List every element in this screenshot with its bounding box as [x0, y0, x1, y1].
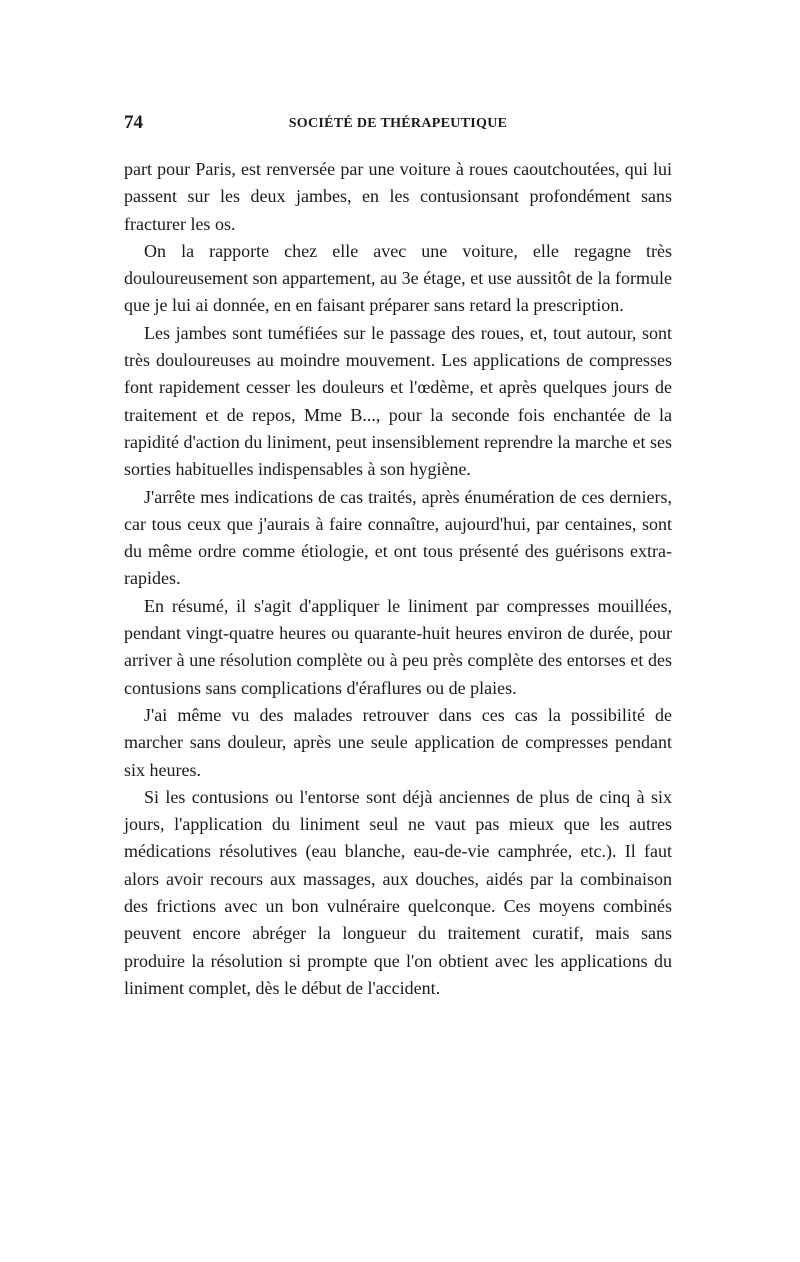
body-text	[124, 156, 672, 1002]
paragraph-1: part pour Paris, est renversée par une voiture à roues caoutchoutées, qui lui passent sur les deux jambes, en les contusionsant profondément sans fracturer les os.	[124, 159, 672, 234]
paragraph-4: J'arrête mes indications de cas traités, après énumération de ces derniers, car tous ceux que j'aurais à faire connaître, aujourd'hui, par centaines, sont du même ordre comme étiologie, et ont tous présenté des guérisons extra-rapides.	[124, 486, 672, 589]
paragraph-6: J'ai même vu des malades retrouver dans ces cas la possibilité de marcher sans douleur, après une seule application de compresses pendant six heures.	[124, 704, 672, 780]
paragraph-7: Si les contusions ou l'entorse sont déjà anciennes de plus de cinq à six jours, l'application du liniment seul ne vaut pas mieux que les autres médications résolutives (eau blanche, eau-de-vie camphrée, etc.). Il faut alors avoir recours aux massages, aux douches, aidés par la combinaison des frictions avec un bon vulnéraire quelconque. Ces moyens combinés peuvent encore abréger la longueur du traitement curatif, mais sans produire la résolution si prompte que l'on obtient avec les applications du liniment complet, dès le début de l'accident.	[124, 786, 672, 998]
running-header	[124, 112, 672, 142]
paragraph-3: Les jambes sont tuméfiées sur le passage des roues, et, tout autour, sont très douloureuses au moindre mouvement. Les applications de compresses font rapidement cesser les douleurs et l'œdème, et après quelques jours de traitement et de repos, Mme B..., pour la seconde fois enchantée de la rapidité d'action du liniment, peut insensiblement reprendre la marche et ses sorties habituelles indispensables à son hygiène.	[124, 322, 672, 480]
paragraph-2: On la rapporte chez elle avec une voiture, elle regagne très douloureusement son appartement, au 3e étage, et use aussitôt de la formule que je lui ai donnée, en en faisant préparer sans retard la prescription.	[124, 240, 672, 316]
page-number: 74	[124, 112, 143, 133]
paragraph-5: En résumé, il s'agit d'appliquer le liniment par compresses mouillées, pendant vingt-quatre heures ou quarante-huit heures environ de durée, pour arriver à une résolution complète ou à peu près complète des entorses et des contusions sans complications d'éraflures ou de plaies.	[124, 595, 672, 698]
running-title: SOCIÉTÉ DE THÉRAPEUTIQUE	[288, 116, 508, 131]
book-page	[124, 112, 672, 1002]
